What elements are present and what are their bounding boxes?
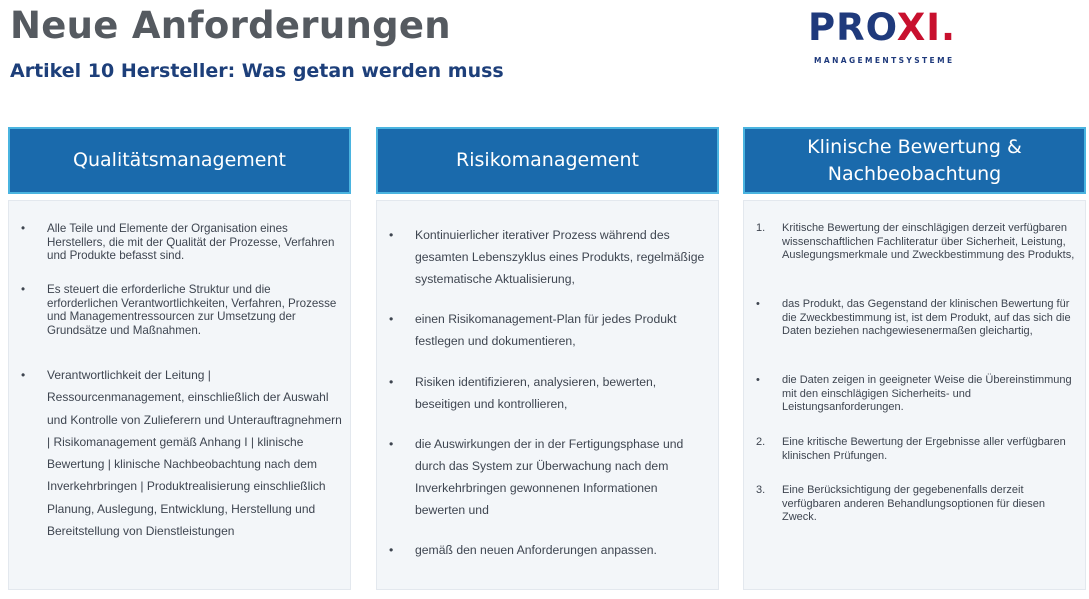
list-item: • Verantwortlichkeit der Leitung | Ressourcenmanagement, einschließlich der Auswahl und Kontrolle von Zulieferern und Unterauftragnehmern | Risikomanagement gemäß Anhang I | klinische Bewertung | klinische Nachbeobachtung nach dem Inverkehrbringen | Produktrealisierung einschließlich Planung, Auslegung, Entwicklung, Herstellung und Bereitstellung von Dienstleistungen [9,364,350,542]
logo-word-i: I. [926,6,957,49]
column-heading: Klinische Bewertung & Nachbeobachtung [743,127,1086,194]
column-heading: Risikomanagement [376,127,719,194]
column-klinische-bewertung [743,127,1086,597]
list-marker: 1. [756,222,766,234]
list-item-text: Eine kritische Bewertung der Ergebnisse aller verfügbaren klinischen Prüfungen. [782,436,1066,462]
list-item [744,374,1085,415]
list-item: • Alle Teile und Elemente der Organisation eines Herstellers, die mit der Qualität der Prozesse, Verfahren und Produkte befasst sind. [9,222,350,263]
column-body [376,200,719,590]
list-item: • die Auswirkungen der in der Fertigungsphase und durch das System zur Überwachung nach dem Inverkehrbringen gewonnenen Informationen bewerten und [377,433,718,521]
logo-subtitle: MANAGEMENTSYSTEME [814,56,955,65]
list-item-text: Kritische Bewertung der einschlägigen derzeit verfügbaren wissenschaftlichen Fachliteratur über Sicherheit, Leistung, Auslegungsmerkmale und Zweckbestimmung des Produkts, [782,222,1075,261]
logo-word-pro: PRO [808,6,897,49]
list-item [744,484,1085,525]
list-item: • Es steuert die erforderliche Struktur und die erforderlichen Verantwortlichkeiten, Verfahren, Prozesse und Managementressourcen zur Umsetzung der Grundsätze und Maßnahmen. [9,283,350,337]
list-marker: • [756,298,760,310]
logo-wordmark [808,6,956,49]
list-marker: • [756,374,760,386]
list-item: • Risiken identifizieren, analysieren, bewerten, beseitigen und kontrollieren, [377,371,718,415]
column-risikomanagement [376,127,719,597]
column-heading: Qualitätsmanagement [8,127,351,194]
list-item [744,436,1085,463]
column-body [8,200,351,590]
list-marker: 3. [756,484,766,496]
list-item [744,222,1085,263]
list-item-text: Eine Berücksichtigung der gegebenenfalls derzeit verfügbaren anderen Behandlungsoptionen für diesen Zweck. [782,484,1045,523]
list-item: • gemäß den neuen Anforderungen anpassen. [377,539,718,561]
column-qualitaetsmanagement [8,127,351,597]
list-marker: 2. [756,436,766,448]
list-item: • einen Risikomanagement-Plan für jedes Produkt festlegen und dokumentieren, [377,308,718,352]
list-item [744,298,1085,339]
logo-word-x: X [896,6,927,49]
list-item: • Kontinuierlicher iterativer Prozess während des gesamten Lebenszyklus eines Produkts, regelmäßige systematische Aktualisierung, [377,224,718,290]
proxi-logo [808,6,983,68]
column-body [743,200,1086,590]
list-item-text: das Produkt, das Gegenstand der klinischen Bewertung für die Zweckbestimmung ist, ist dem Produkt, auf das sich die Daten beziehen nachgewiesenermaßen gleichartig, [782,298,1071,337]
page-title: Neue Anforderungen [10,4,451,47]
page-subtitle: Artikel 10 Hersteller: Was getan werden muss [10,60,504,82]
list-item-text: die Daten zeigen in geeigneter Weise die Übereinstimmung mit den einschlägigen Sicherheits- und Leistungsanforderungen. [782,374,1072,413]
